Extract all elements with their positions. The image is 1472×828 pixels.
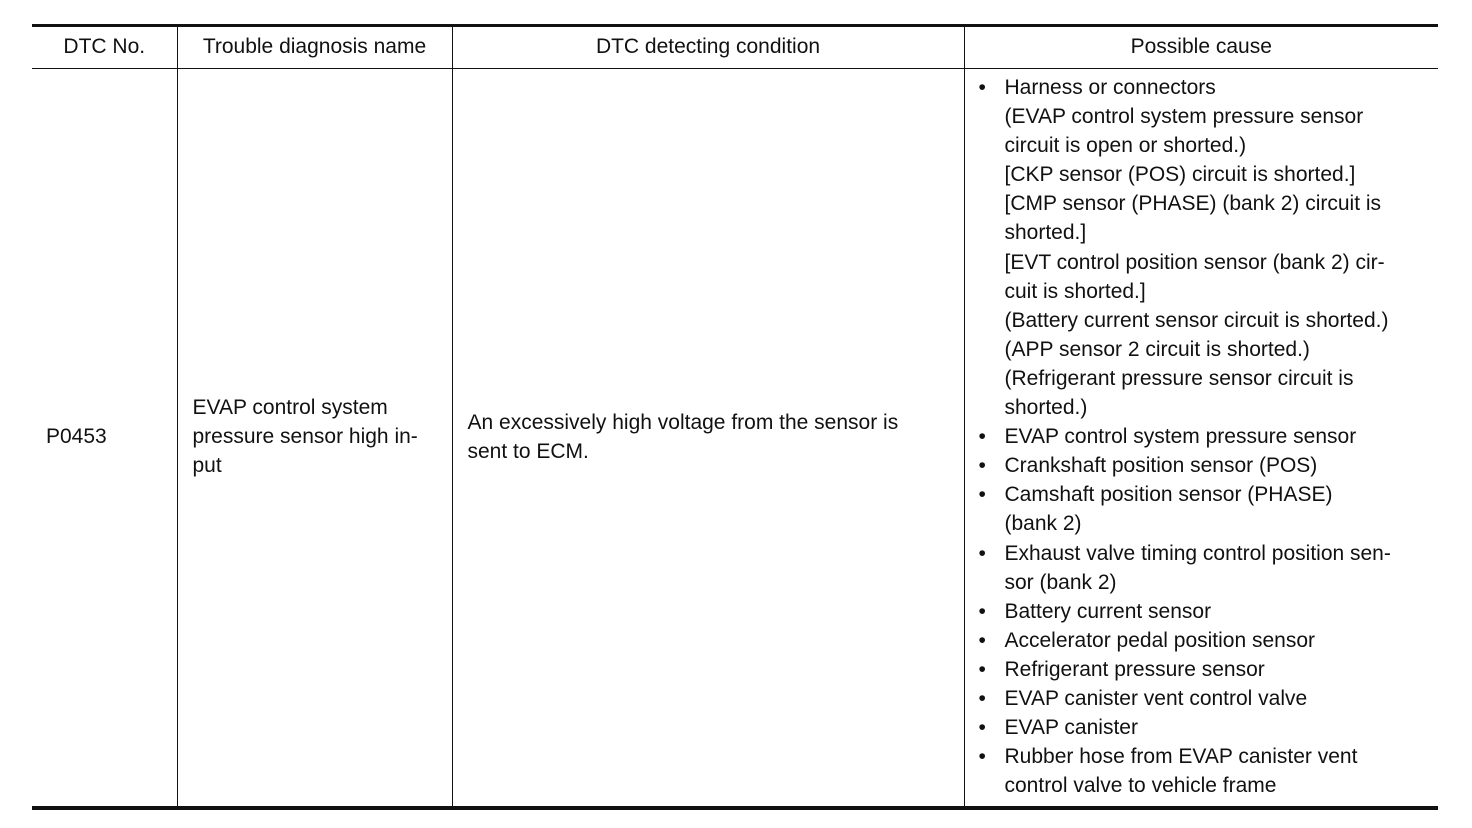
bullet-icon: • bbox=[978, 657, 986, 681]
cause-line: (bank 2) bbox=[1004, 512, 1082, 536]
cause-line: cuit is shorted.] bbox=[1004, 279, 1146, 303]
bullet-icon: • bbox=[978, 628, 986, 652]
dtc-table bbox=[32, 24, 1438, 810]
cause-item bbox=[977, 655, 1433, 684]
bullet-icon: • bbox=[978, 686, 986, 710]
cause-item bbox=[977, 480, 1433, 538]
trouble-name-line: EVAP control system bbox=[192, 396, 388, 420]
cause-line: Harness or connectors bbox=[1004, 76, 1216, 99]
cause-item bbox=[977, 451, 1433, 480]
cause-line: Battery current sensor bbox=[1004, 599, 1212, 623]
cause-line: EVAP canister bbox=[1004, 716, 1138, 740]
cause-item bbox=[977, 713, 1433, 742]
cause-line: shorted.) bbox=[1004, 396, 1088, 420]
cause-line: EVAP control system pressure sensor bbox=[1004, 425, 1357, 449]
cause-line: [EVT control position sensor (bank 2) cir- bbox=[1004, 250, 1385, 274]
cause-line: [CKP sensor (POS) circuit is shorted.] bbox=[1004, 163, 1356, 187]
bullet-icon: • bbox=[978, 454, 986, 478]
cause-line: Accelerator pedal position sensor bbox=[1004, 628, 1316, 652]
trouble-diagnosis-name-cell bbox=[177, 69, 452, 809]
condition-line: sent to ECM. bbox=[467, 439, 589, 463]
bullet-icon: • bbox=[978, 541, 986, 565]
cause-line: (Battery current sensor circuit is shorted.) bbox=[1004, 308, 1389, 332]
cause-line: EVAP canister vent control valve bbox=[1004, 686, 1308, 710]
bullet-icon: • bbox=[978, 716, 986, 740]
header-row bbox=[32, 26, 1438, 69]
cause-line: circuit is open or shorted.) bbox=[1004, 134, 1247, 158]
cause-line: (APP sensor 2 circuit is shorted.) bbox=[1004, 337, 1310, 361]
possible-cause-cell bbox=[964, 69, 1438, 809]
trouble-name-line: put bbox=[192, 454, 222, 478]
header-possible-cause: Possible cause bbox=[964, 26, 1438, 69]
cause-line: (Refrigerant pressure sensor circuit is bbox=[1004, 366, 1354, 390]
cause-line: Rubber hose from EVAP canister vent bbox=[1004, 745, 1358, 769]
header-dtc-detecting-condition: DTC detecting condition bbox=[452, 26, 964, 69]
cause-line: (EVAP control system pressure sensor bbox=[1004, 105, 1364, 129]
bullet-icon: • bbox=[978, 76, 986, 99]
cause-line: shorted.] bbox=[1004, 221, 1087, 245]
cause-item bbox=[977, 539, 1433, 597]
cause-line: Refrigerant pressure sensor bbox=[1004, 657, 1265, 681]
cause-line: Camshaft position sensor (PHASE) bbox=[1004, 483, 1333, 507]
cause-item bbox=[977, 626, 1433, 655]
header-trouble-diagnosis-name: Trouble diagnosis name bbox=[177, 26, 452, 69]
table-row bbox=[32, 69, 1438, 809]
bullet-icon: • bbox=[978, 599, 986, 623]
bullet-icon: • bbox=[978, 425, 986, 449]
detecting-condition-cell bbox=[452, 69, 964, 809]
condition-line: An excessively high voltage from the sensor is bbox=[467, 410, 899, 434]
cause-item bbox=[977, 597, 1433, 626]
bullet-icon: • bbox=[978, 745, 986, 769]
cause-item bbox=[977, 742, 1433, 800]
cause-line: Exhaust valve timing control position sen- bbox=[1004, 541, 1391, 565]
possible-cause-list bbox=[977, 73, 1433, 800]
bullet-icon: • bbox=[978, 483, 986, 507]
cause-line: Crankshaft position sensor (POS) bbox=[1004, 454, 1318, 478]
cause-line: [CMP sensor (PHASE) (bank 2) circuit is bbox=[1004, 192, 1382, 216]
header-dtc-no: DTC No. bbox=[63, 35, 146, 59]
trouble-name-line: pressure sensor high in- bbox=[192, 425, 418, 449]
dtc-number-cell: P0453 bbox=[46, 425, 107, 449]
cause-item bbox=[977, 73, 1433, 422]
cause-line: sor (bank 2) bbox=[1004, 570, 1117, 594]
cause-item bbox=[977, 422, 1433, 451]
cause-line: control valve to vehicle frame bbox=[1004, 774, 1277, 798]
cause-item bbox=[977, 684, 1433, 713]
table-header bbox=[32, 26, 1438, 69]
